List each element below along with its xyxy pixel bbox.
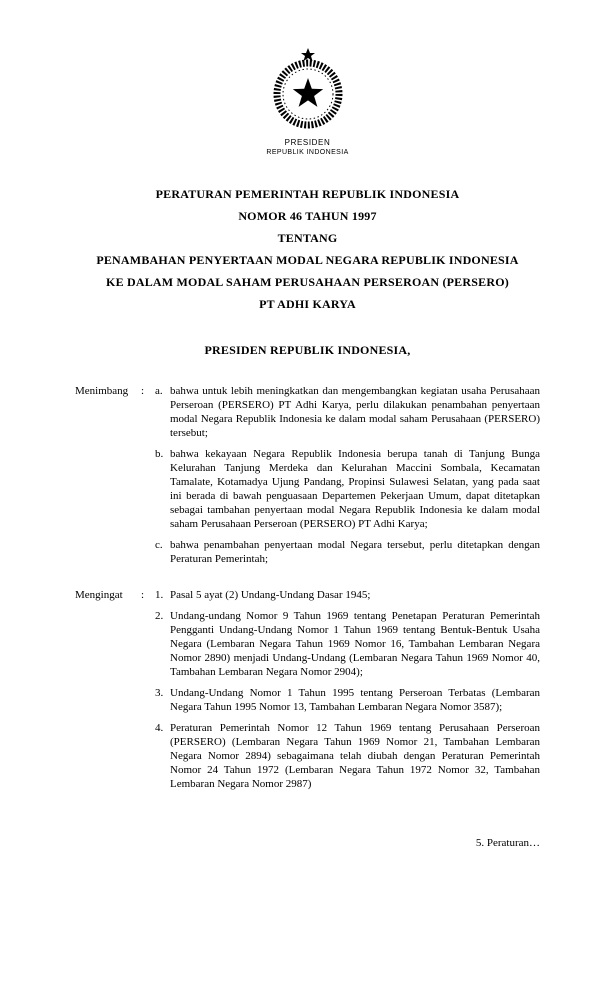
list-item bbox=[155, 447, 540, 531]
item-text: Undang-Undang Nomor 1 Tahun 1995 tentang Perseroan Terbatas (Lembaran Negara Tahun 1995 Nomor 13, Tambahan Lembaran Negara Nomor 3587); bbox=[170, 687, 540, 713]
salutation: PRESIDEN REPUBLIK INDONESIA, bbox=[204, 343, 411, 357]
item-text: Undang-undang Nomor 9 Tahun 1969 tentang Penetapan Peraturan Pemerintah Pengganti Undang-Undang Nomor 1 Tahun 1969 tentang Bentuk-Bentuk Usaha Negara (Lembaran Negara Tahun 1969 Nomor 16, Tambahan Lembaran Negara Nomor 2890) menjadi Undang-Undang (Lembaran Negara Tahun 1969 Nomor 40, Tambahan Lembaran Negara Nomor 2904); bbox=[170, 610, 540, 678]
emblem-title: PRESIDEN bbox=[284, 138, 331, 147]
item-text: Peraturan Pemerintah Nomor 12 Tahun 1969 tentang Perusahaan Perseroan (PERSERO) (Lembaran Negara Tahun 1969 Nomor 21, Tambahan Lembaran Negara Nomor 2894) sebagaimana telah diubah dengan Peraturan Pemerintah Nomor 24 Tahun 1972 (Lembaran Negara Tahun 1972 Nomor 32, Tambahan Lembaran Negara Nomor 2987) bbox=[170, 722, 540, 790]
section-menimbang bbox=[75, 384, 540, 566]
section-label: Menimbang bbox=[75, 385, 129, 397]
section-label: Mengingat bbox=[75, 589, 123, 601]
list-item bbox=[155, 538, 540, 566]
item-marker: 4. bbox=[155, 722, 164, 734]
doc-title-line-1: PERATURAN PEMERINTAH REPUBLIK INDONESIA bbox=[155, 187, 460, 201]
item-marker: c. bbox=[155, 539, 163, 551]
list-item bbox=[155, 721, 540, 791]
list-item bbox=[155, 384, 540, 440]
item-marker: a. bbox=[155, 385, 163, 397]
emblem-subtitle: REPUBLIK INDONESIA bbox=[266, 149, 349, 156]
item-text: bahwa kekayaan Negara Republik Indonesia berupa tanah di Tanjung Bunga Kelurahan Tanjung Merdeka dan Kelurahan Maccini Sombala, Kecamatan Tamalate, Kotamadya Ujung Pandang, Propinsi Sulawesi Selatan, yang pada saat ini berada di bawah penguasaan Departemen Pekerjaan Umum, dapat ditetapkan sebagai tambahan penyertaan modal Negara Republik Indonesia ke dalam modal saham Perusahaan Perseroan (PERSERO) PT Adhi Karya; bbox=[170, 448, 540, 530]
list-item bbox=[155, 588, 540, 602]
doc-title-line-2: NOMOR 46 TAHUN 1997 bbox=[238, 209, 377, 223]
list-item bbox=[155, 609, 540, 679]
presidential-seal-icon bbox=[267, 48, 349, 134]
continuation-note: 5. Peraturan… bbox=[475, 837, 540, 849]
list-item bbox=[155, 686, 540, 714]
doc-title-line-4: PENAMBAHAN PENYERTAAN MODAL NEGARA REPUBLIK INDONESIA bbox=[96, 253, 519, 267]
section-colon: : bbox=[141, 385, 145, 397]
section-mengingat bbox=[75, 588, 540, 791]
section-items bbox=[155, 384, 540, 566]
document-title bbox=[75, 183, 540, 315]
doc-title-line-5: KE DALAM MODAL SAHAM PERUSAHAAN PERSEROAN (PERSERO) bbox=[106, 275, 509, 289]
letterhead bbox=[75, 48, 540, 157]
item-marker: 2. bbox=[155, 610, 164, 622]
doc-title-line-3: TENTANG bbox=[277, 231, 338, 245]
document-body bbox=[75, 384, 540, 791]
item-text: bahwa penambahan penyertaan modal Negara tersebut, perlu ditetapkan dengan Peraturan Pemerintah; bbox=[170, 539, 540, 565]
item-text: bahwa untuk lebih meningkatkan dan mengembangkan kegiatan usaha Perusahaan Perseroan (PERSERO) PT Adhi Karya, perlu dilakukan penambahan penyertaan modal Negara Republik Indonesia ke dalam modal saham Perusahaan (PERSERO) tersebut; bbox=[170, 385, 540, 439]
item-marker: 1. bbox=[155, 589, 164, 601]
section-items bbox=[155, 588, 540, 791]
section-colon: : bbox=[141, 589, 145, 601]
item-text: Pasal 5 ayat (2) Undang-Undang Dasar 1945; bbox=[170, 589, 371, 601]
item-marker: b. bbox=[155, 448, 164, 460]
item-marker: 3. bbox=[155, 687, 164, 699]
doc-title-line-6: PT ADHI KARYA bbox=[259, 297, 356, 311]
